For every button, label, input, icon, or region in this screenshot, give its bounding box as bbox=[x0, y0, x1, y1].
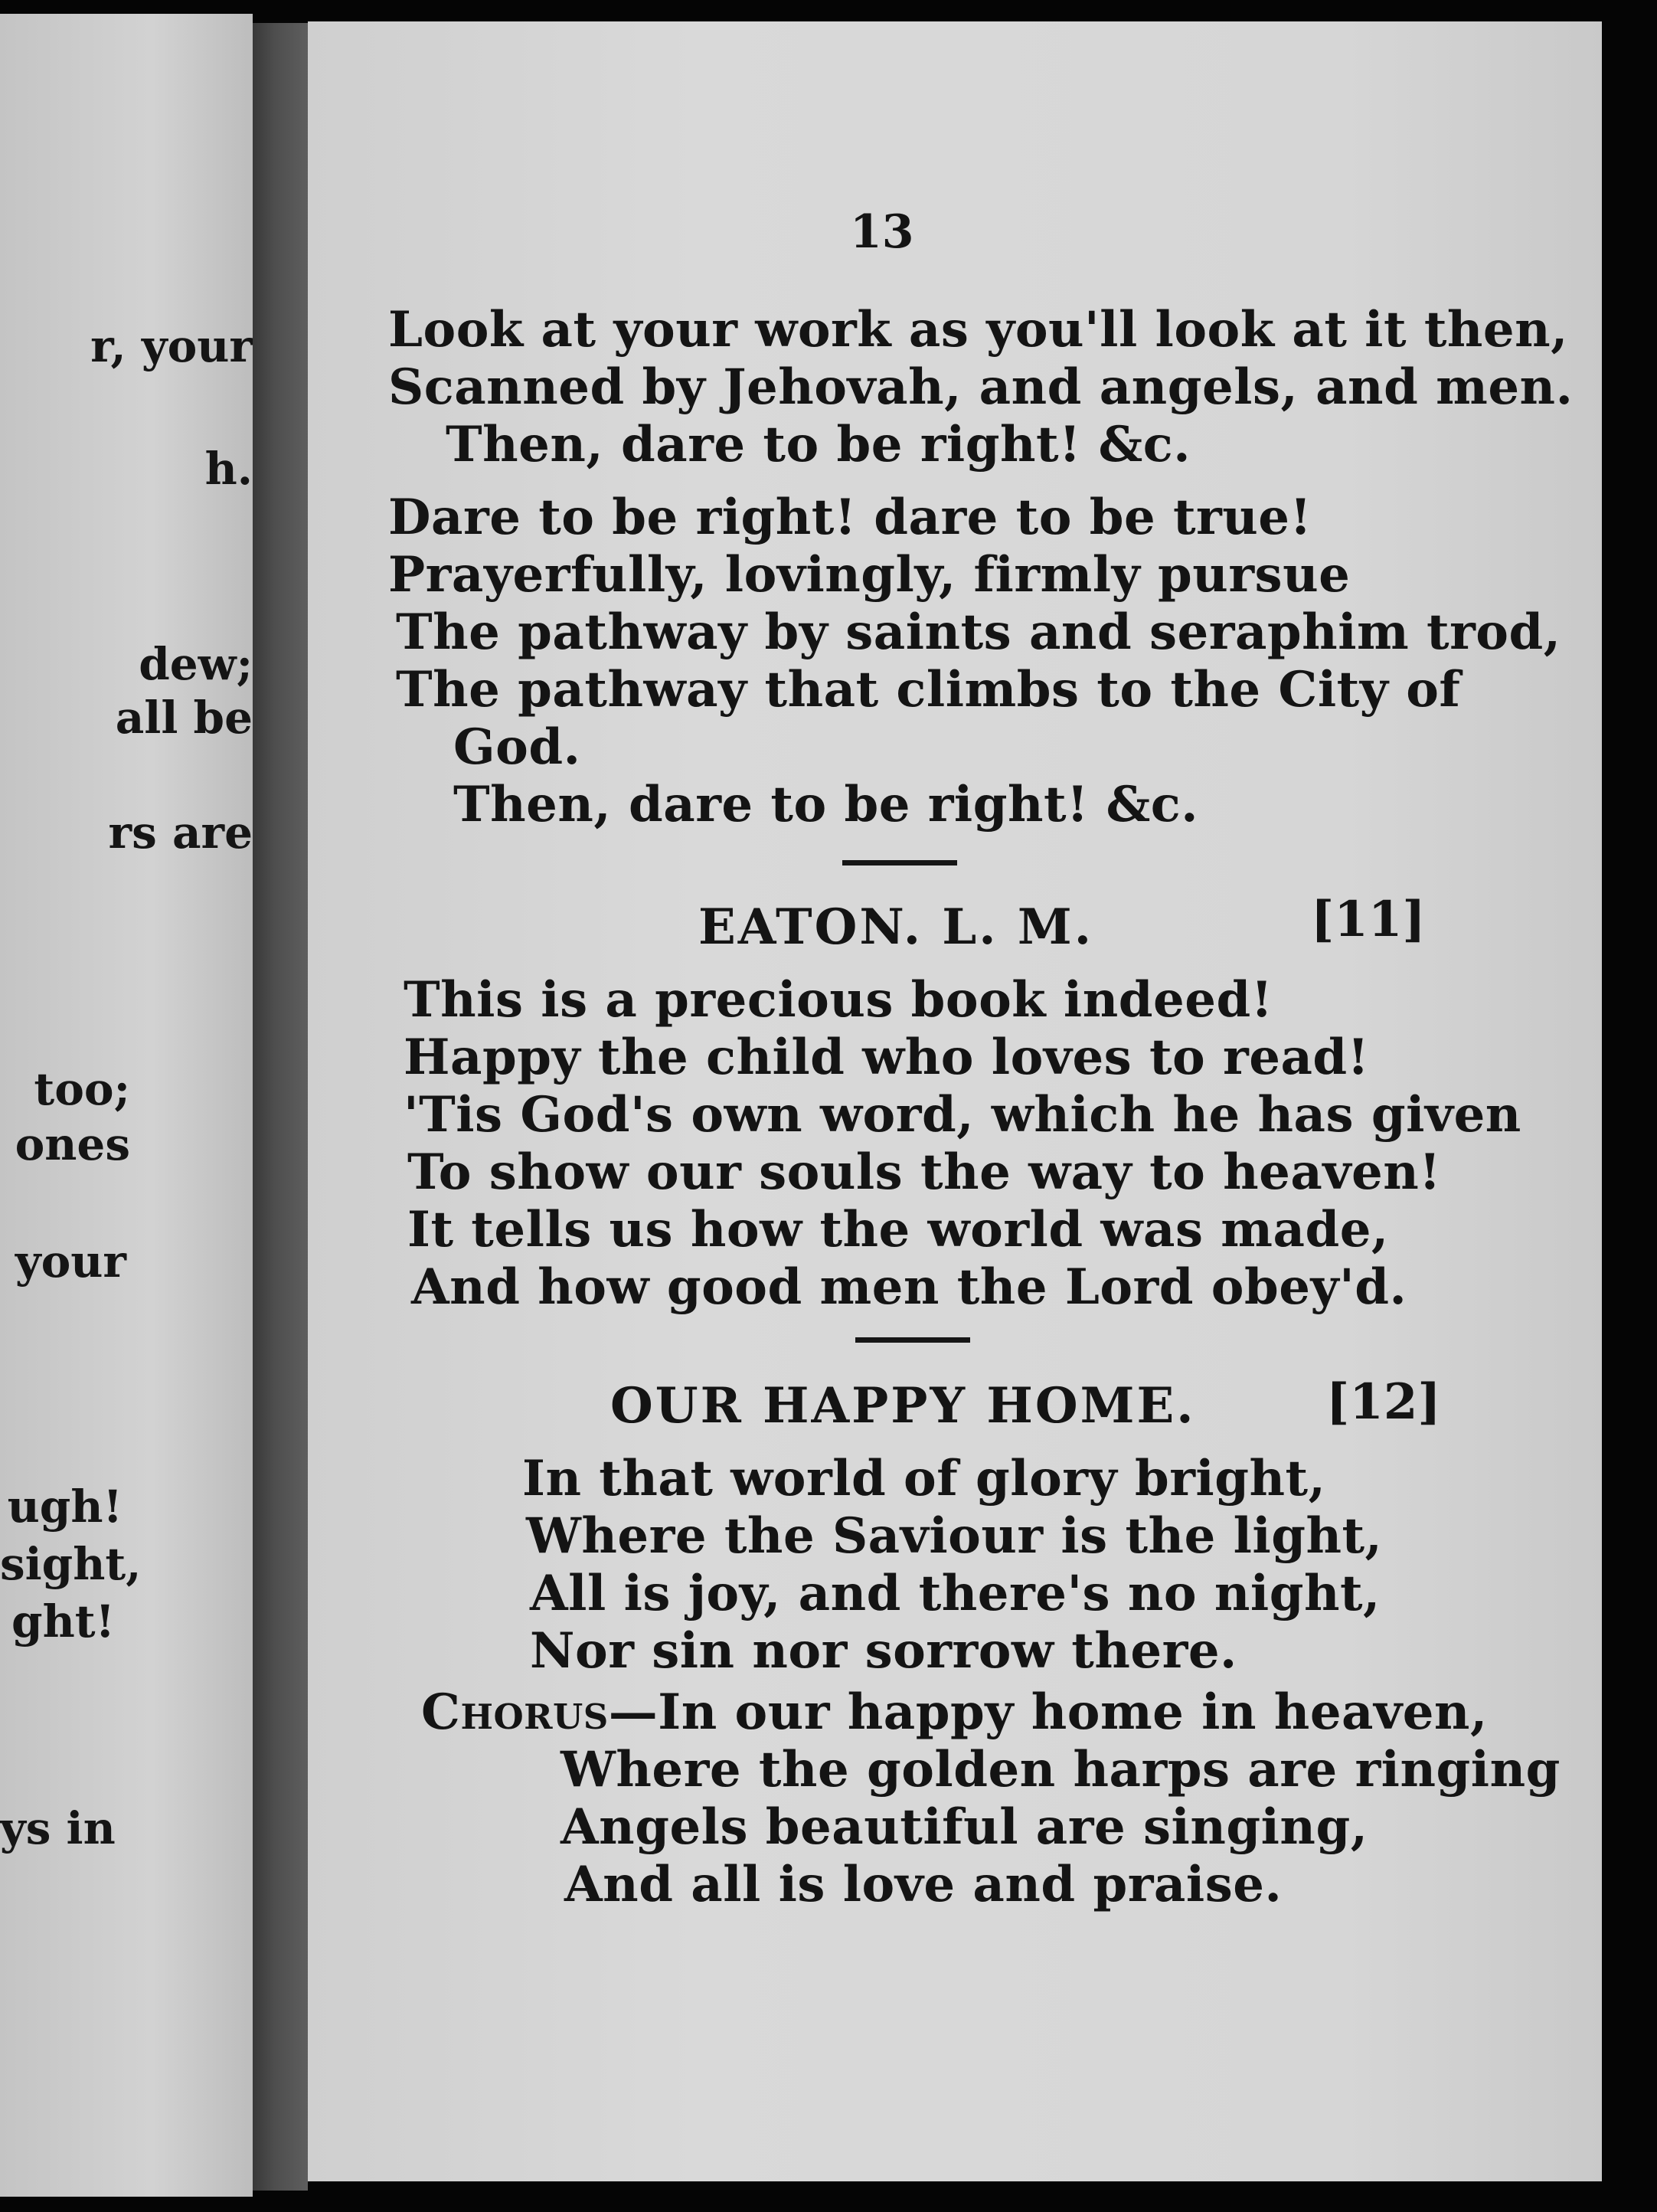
section-divider bbox=[855, 1337, 970, 1343]
left-page-line: rs are bbox=[108, 807, 253, 859]
verse-line: In that world of glory bright, bbox=[522, 1450, 1326, 1507]
chorus-first-line bbox=[421, 1684, 1488, 1741]
chorus-label: Chorus bbox=[421, 1684, 609, 1741]
left-page-line: ones bbox=[15, 1118, 130, 1170]
verse-line: God. bbox=[453, 718, 581, 776]
left-page bbox=[0, 14, 253, 2197]
verse-line: Nor sin nor sorrow there. bbox=[530, 1622, 1237, 1680]
verse-line: Happy the child who loves to read! bbox=[404, 1029, 1370, 1086]
left-page-line: ght! bbox=[11, 1595, 115, 1648]
section-divider bbox=[842, 860, 957, 865]
left-page-line: sight, bbox=[0, 1538, 142, 1590]
verse-line: 'Tis God's own word, which he has given bbox=[404, 1086, 1521, 1144]
verse-line: To show our souls the way to heaven! bbox=[407, 1144, 1441, 1201]
hymn-title: EATON. L. M. bbox=[698, 898, 1093, 956]
refrain-line: Then, dare to be right! &c. bbox=[446, 416, 1191, 473]
left-page-line: your bbox=[15, 1235, 126, 1288]
hymn-number: [12] bbox=[1326, 1373, 1441, 1431]
left-page-line: ys in bbox=[0, 1802, 116, 1854]
left-page-line: dew; bbox=[139, 638, 253, 690]
chorus-line: Where the golden harps are ringing bbox=[561, 1741, 1561, 1798]
left-page-line: ugh! bbox=[7, 1481, 123, 1533]
hymn-title: OUR HAPPY HOME. bbox=[610, 1377, 1196, 1435]
left-page-line: all be bbox=[115, 692, 253, 744]
verse-line: Look at your work as you'll look at it then, bbox=[388, 301, 1568, 358]
refrain-line: Then, dare to be right! &c. bbox=[453, 776, 1198, 833]
left-page-line: r, your bbox=[90, 320, 253, 372]
verse-line: The pathway by saints and seraphim trod, bbox=[396, 604, 1561, 661]
verse-line: Scanned by Jehovah, and angels, and men. bbox=[388, 358, 1574, 416]
verse-line: Prayerfully, lovingly, firmly pursue bbox=[388, 546, 1351, 604]
verse-line: It tells us how the world was made, bbox=[407, 1201, 1389, 1258]
chorus-line: And all is love and praise. bbox=[564, 1856, 1283, 1913]
verse-line: Dare to be right! dare to be true! bbox=[388, 489, 1312, 546]
verse-line: The pathway that climbs to the City of bbox=[396, 661, 1461, 718]
left-page-line: too; bbox=[34, 1063, 130, 1115]
verse-line: This is a precious book indeed! bbox=[404, 971, 1273, 1029]
left-page-line: h. bbox=[204, 443, 253, 495]
verse-line: All is joy, and there's no night, bbox=[530, 1565, 1381, 1622]
book-gutter bbox=[253, 23, 308, 2191]
page-number: 13 bbox=[850, 205, 914, 259]
hymn-number: [11] bbox=[1311, 891, 1426, 948]
chorus-line: Angels beautiful are singing, bbox=[561, 1798, 1368, 1856]
verse-line: Where the Saviour is the light, bbox=[526, 1507, 1383, 1565]
verse-line: And how good men the Lord obey'd. bbox=[411, 1258, 1407, 1316]
chorus-text: —In our happy home in heaven, bbox=[608, 1684, 1488, 1741]
right-page bbox=[308, 21, 1602, 2181]
